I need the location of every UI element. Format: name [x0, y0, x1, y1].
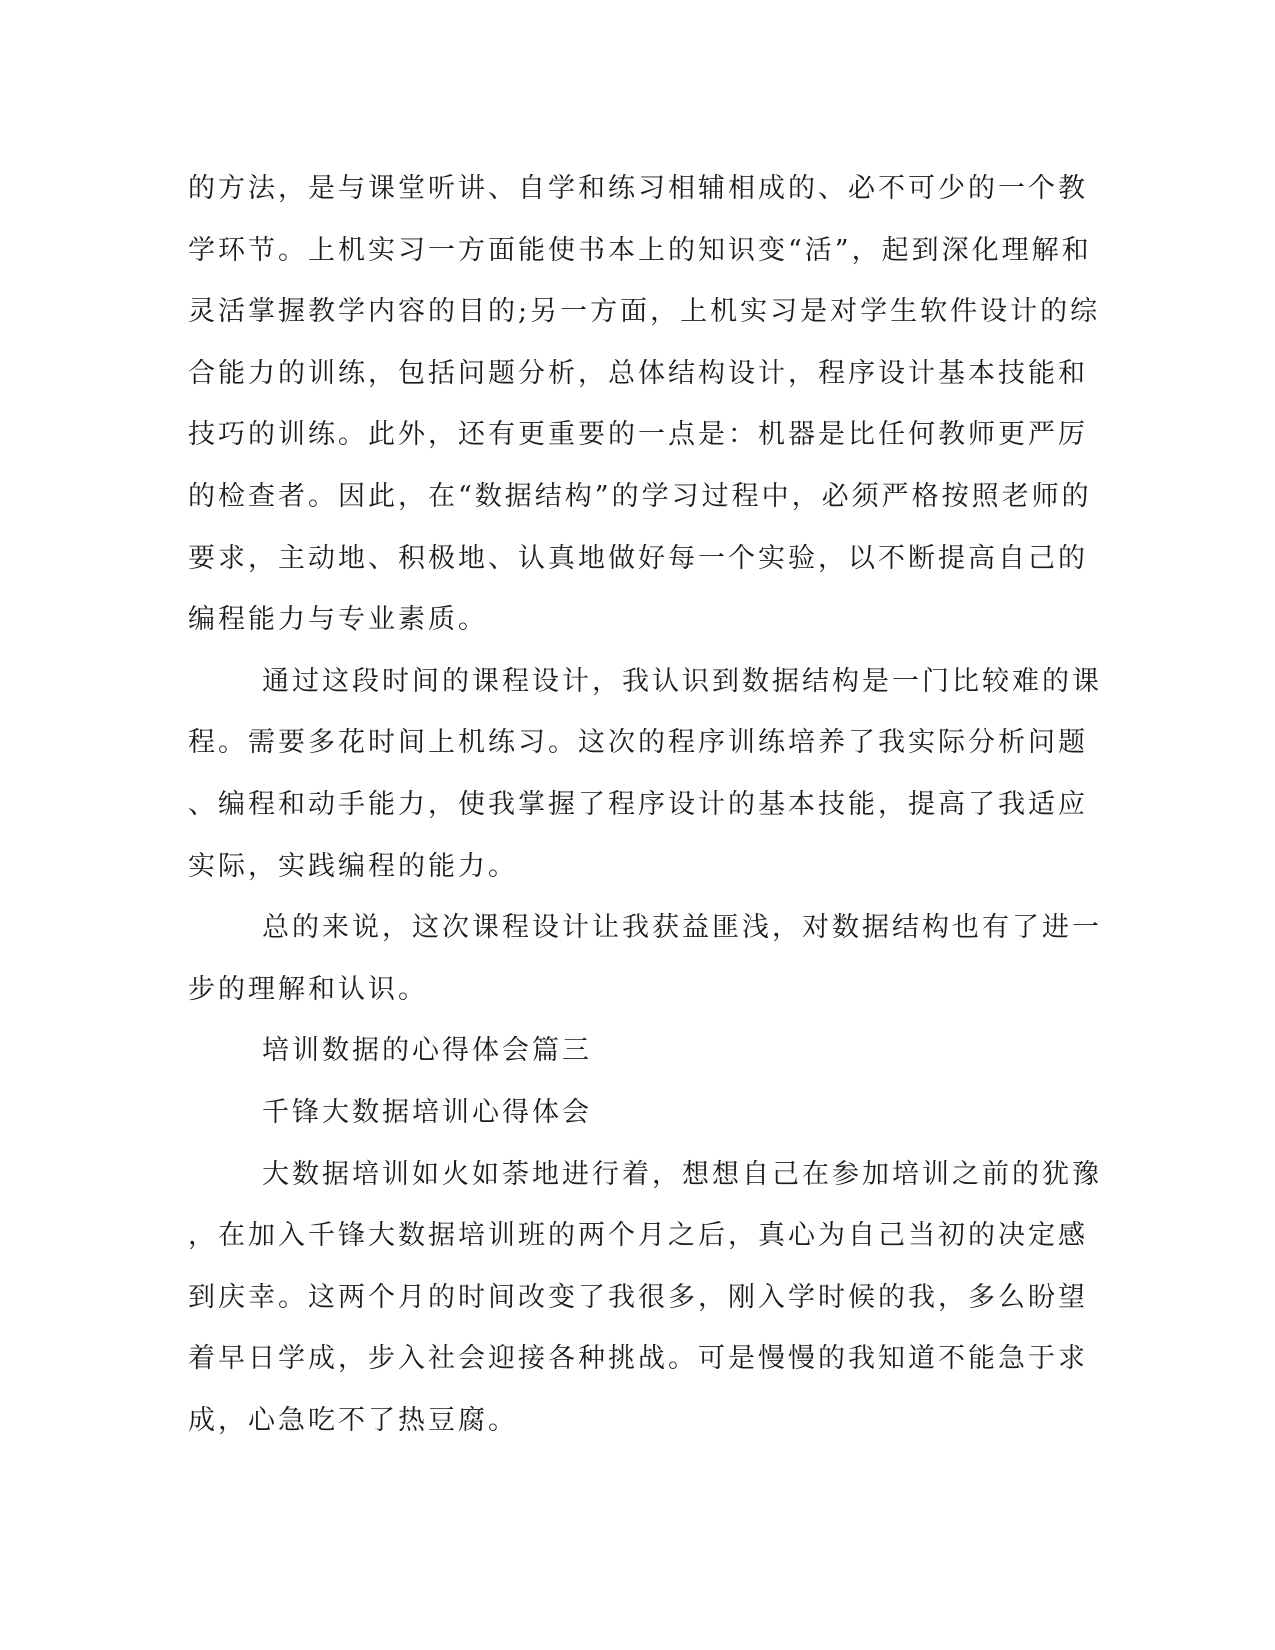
text-line: 、编程和动手能力，使我掌握了程序设计的基本技能，提高了我适应 [188, 788, 1088, 820]
document-body [188, 158, 1102, 1451]
text-line: 要求，主动地、积极地、认真地做好每一个实验，以不断提高自己的 [188, 542, 1088, 574]
text-line: 大数据培训如火如荼地进行着，想想自己在参加培训之前的犹豫 [262, 1158, 1102, 1190]
text-line: 着早日学成，步入社会迎接各种挑战。可是慢慢的我知道不能急于求 [188, 1343, 1088, 1375]
text-line: 实际，实践编程的能力。 [188, 850, 518, 882]
text-line: 步的理解和认识。 [188, 973, 428, 1005]
text-line: 灵活掌握教学内容的目的;另一方面，上机实习是对学生软件设计的综 [188, 296, 1101, 328]
text-line: 合能力的训练，包括问题分析，总体结构设计，程序设计基本技能和 [188, 357, 1088, 389]
text-line: 总的来说，这次课程设计让我获益匪浅，对数据结构也有了进一 [262, 912, 1102, 944]
text-line: 到庆幸。这两个月的时间改变了我很多，刚入学时候的我，多么盼望 [188, 1281, 1088, 1313]
text-line: 的检查者。因此，在“数据结构”的学习过程中，必须严格按照老师的 [188, 480, 1092, 512]
text-line: 通过这段时间的课程设计，我认识到数据结构是一门比较难的课 [262, 665, 1102, 697]
text-line: 程。需要多花时间上机练习。这次的程序训练培养了我实际分析问题 [188, 727, 1088, 759]
text-line: 成，心急吃不了热豆腐。 [188, 1404, 518, 1436]
text-line: ，在加入千锋大数据培训班的两个月之后，真心为自己当初的决定感 [188, 1220, 1088, 1252]
text-line: 技巧的训练。此外，还有更重要的一点是：机器是比任何教师更严厉 [188, 419, 1088, 451]
text-line: 培训数据的心得体会篇三 [262, 1035, 592, 1067]
text-line: 千锋大数据培训心得体会 [262, 1096, 592, 1128]
text-line: 的方法，是与课堂听讲、自学和练习相辅相成的、必不可少的一个教 [188, 173, 1088, 204]
text-line: 学环节。上机实习一方面能使书本上的知识变“活”，起到深化理解和 [188, 234, 1092, 266]
text-line: 编程能力与专业素质。 [188, 604, 488, 636]
